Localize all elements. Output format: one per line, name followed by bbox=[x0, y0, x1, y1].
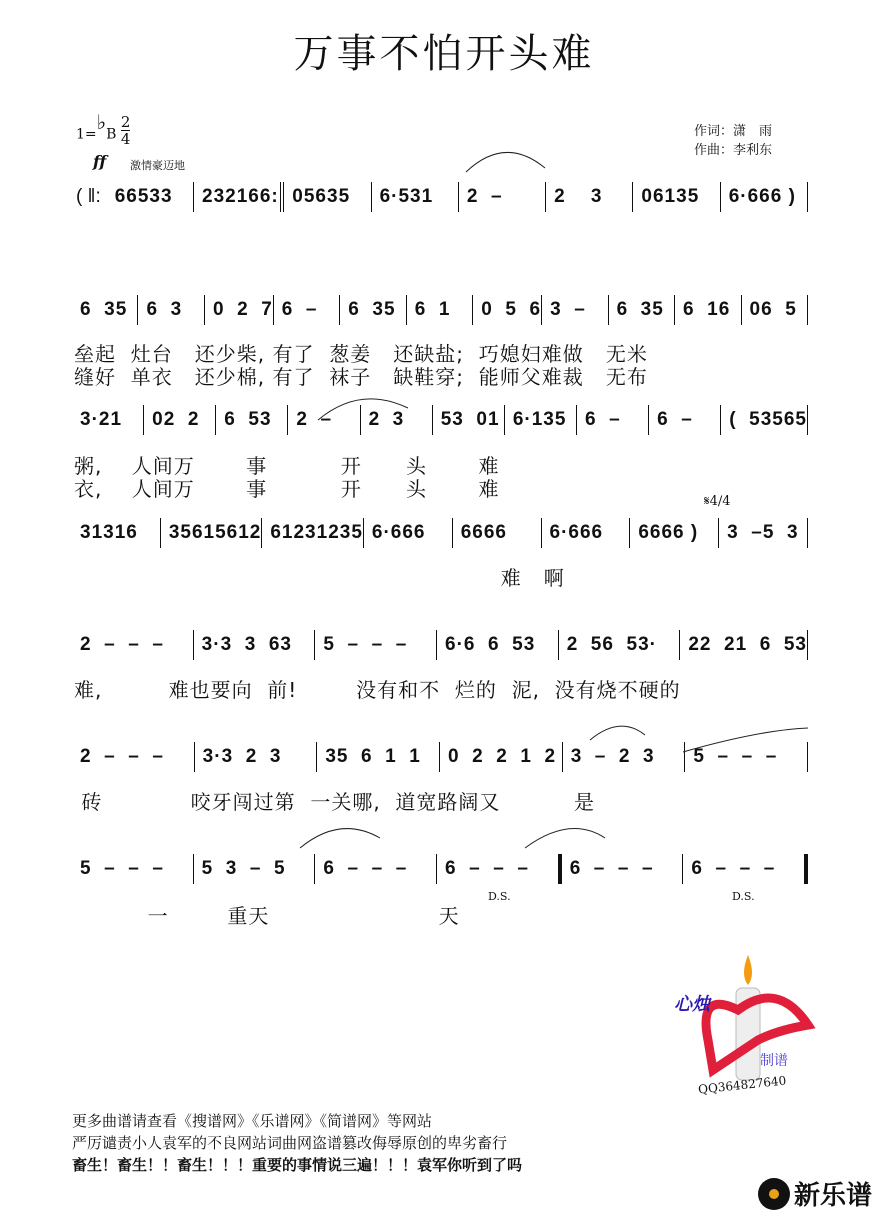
measure: 6 35 bbox=[72, 295, 138, 325]
time-numerator: 2 bbox=[120, 113, 131, 131]
measure: 05635 bbox=[284, 182, 371, 212]
lyric-line: 砖 咬牙闯过第 一关哪, 道宽路阔又 是 bbox=[74, 790, 596, 814]
measure: 31316 bbox=[72, 518, 161, 548]
song-title: 万事不怕开头难 bbox=[293, 31, 595, 77]
segno-mark: 𝄋4/4 bbox=[704, 494, 731, 509]
logo-name: 心烛 bbox=[674, 994, 710, 1015]
measure: 5 3 – 5 bbox=[194, 854, 316, 884]
measure: 2 – – – bbox=[72, 742, 195, 772]
lyric-line: 粥, 人间万 事 开 头 难 bbox=[74, 454, 500, 478]
dynamics-mark: ff bbox=[93, 152, 107, 171]
repeat-start: ( ‖: bbox=[76, 186, 101, 207]
footer-line: 畜生！畜生！！畜生！！！重要的事情说三遍！！！袁军你听到了吗 bbox=[72, 1156, 523, 1174]
logo-qq: QQ364827640 bbox=[697, 1073, 787, 1097]
measure: 6666 bbox=[453, 518, 542, 548]
lyric-line: 垒起 灶台 还少柴, 有了 葱姜 还缺盐; 巧媳妇难做 无米 bbox=[74, 342, 648, 366]
measure: 5 – – – bbox=[72, 854, 194, 884]
vinyl-disc-icon bbox=[758, 1178, 790, 1210]
lyric-line: 缝好 单衣 还少棉, 有了 袜子 缺鞋穿; 能师父难裁 无布 bbox=[74, 365, 648, 389]
lyric-line: 一 重天 天 bbox=[74, 904, 460, 928]
measure: 0 2 2 1 2 bbox=[440, 742, 563, 772]
measure: 22 21 6 53 bbox=[680, 630, 808, 660]
brand-logo bbox=[758, 1175, 872, 1212]
measure: 5 – – – bbox=[315, 630, 437, 660]
measure: 3 –5 3 bbox=[719, 518, 808, 548]
measure: 3·3 2 3 bbox=[195, 742, 318, 772]
measure: 6 35 bbox=[340, 295, 406, 325]
measure: 6·531 bbox=[372, 182, 459, 212]
measure: 06 5 bbox=[742, 295, 808, 325]
measure: 6 53 bbox=[216, 405, 288, 435]
measure: 2 3 bbox=[361, 405, 433, 435]
lyric-line: 难 啊 bbox=[74, 566, 565, 590]
measure: 06135 bbox=[633, 182, 720, 212]
time-denominator: 4 bbox=[120, 130, 131, 148]
flat-symbol: ♭ bbox=[96, 109, 107, 134]
measure: 6·666 bbox=[542, 518, 631, 548]
measure: 2 – – – bbox=[72, 630, 194, 660]
measure: 3 – 2 3 bbox=[563, 742, 686, 772]
measure: 6 35 bbox=[609, 295, 675, 325]
measure: 35615612 bbox=[161, 518, 263, 548]
measure: 6·6 6 53 bbox=[437, 630, 559, 660]
measure: 6 3 bbox=[138, 295, 204, 325]
logo-sub: 制谱 bbox=[760, 1053, 788, 1069]
measure: 0 5 6 bbox=[473, 295, 542, 325]
measure: 2 56 53· bbox=[559, 630, 681, 660]
composer: 作曲：李利东 bbox=[694, 143, 773, 158]
measure: 35 6 1 1 bbox=[317, 742, 440, 772]
measure: 6·666 ) bbox=[721, 182, 808, 212]
measure: 61231235 bbox=[262, 518, 364, 548]
measure: ( 53565 bbox=[721, 405, 808, 435]
measure: 6 – – – bbox=[315, 854, 437, 884]
key-note: B bbox=[106, 126, 117, 143]
footer-line: 更多曲谱请查看《搜谱网》《乐谱网》《简谱网》等网站 bbox=[72, 1112, 433, 1130]
lyric-line: 难, 难也要向 前! 没有和不 烂的 泥, 没有烧不硬的 bbox=[74, 678, 681, 702]
measure: 53 01 bbox=[433, 405, 505, 435]
measure: 3 – bbox=[542, 295, 608, 325]
measure: 6·666 bbox=[364, 518, 453, 548]
brand-name: 新乐谱 bbox=[794, 1181, 873, 1211]
lyric-line: 衣, 人间万 事 开 头 难 bbox=[74, 477, 500, 501]
measure: 6·135 bbox=[505, 405, 577, 435]
ds-mark: D.S. bbox=[488, 890, 511, 903]
measure: 3·21 bbox=[72, 405, 144, 435]
measure: 232166: bbox=[194, 182, 284, 212]
measure: 6666 ) bbox=[630, 518, 719, 548]
measure: 66533 bbox=[107, 182, 194, 212]
measure: 6 1 bbox=[407, 295, 473, 325]
lyricist: 作词：潇 雨 bbox=[694, 124, 773, 139]
measure: 6 – bbox=[649, 405, 721, 435]
expression-mark: 激情豪迈地 bbox=[130, 159, 185, 172]
footer-notes bbox=[72, 1110, 522, 1176]
measure: 5 – – – bbox=[685, 742, 808, 772]
measure: 0 2 7 bbox=[205, 295, 274, 325]
measure: 6 – bbox=[577, 405, 649, 435]
measure: 2 – bbox=[288, 405, 360, 435]
footer-line: 严厉谴责小人袁军的不良网站词曲网盗谱篡改侮辱原创的卑劣畜行 bbox=[72, 1134, 508, 1152]
ds-mark: D.S. bbox=[732, 890, 755, 903]
measure: 6 16 bbox=[675, 295, 741, 325]
measure: 3·3 3 63 bbox=[194, 630, 316, 660]
measure: 6 – – – bbox=[437, 854, 562, 884]
measure: 2 3 bbox=[546, 182, 633, 212]
measure: 02 2 bbox=[144, 405, 216, 435]
measure: 6 – – – bbox=[683, 854, 808, 884]
measure: 6 – – – bbox=[562, 854, 684, 884]
key-prefix: 1= bbox=[76, 126, 97, 143]
measure: 6 – bbox=[274, 295, 340, 325]
measure: 2 – bbox=[459, 182, 546, 212]
maker-logo bbox=[668, 950, 818, 1100]
